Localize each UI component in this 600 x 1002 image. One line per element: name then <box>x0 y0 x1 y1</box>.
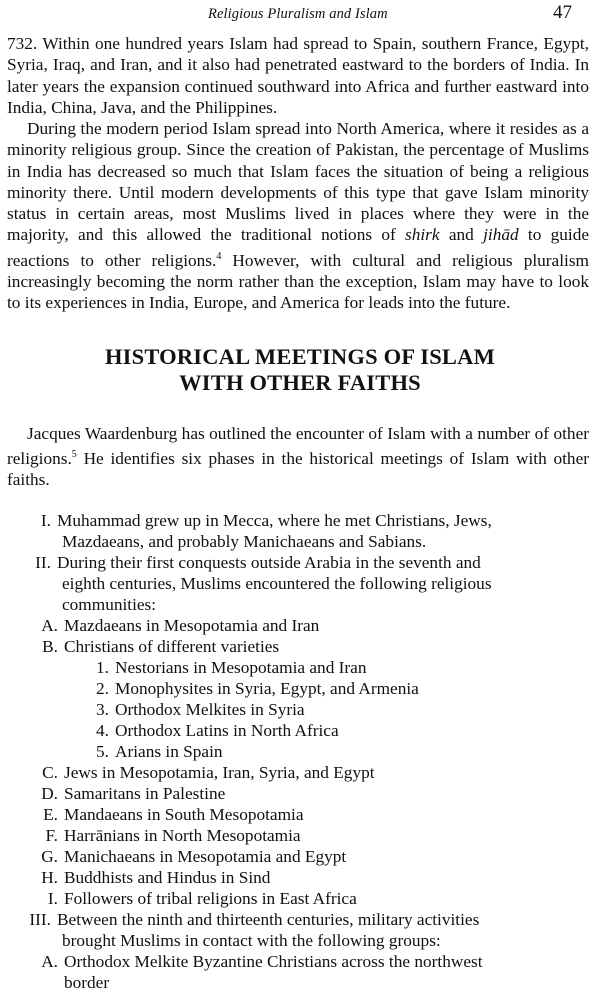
outline-item-II-cont-2: communities: <box>62 595 157 614</box>
footnote-ref-4: 4 <box>216 250 222 262</box>
outline-item-II-I: I. Followers of tribal religions in East Africa <box>47 889 357 908</box>
paragraph-1: 732. Within one hundred years Islam had spread to Spain, southern France, Egypt, Syria, Iraq, and Iran, and it also had penetrated eastward to the borders of India. In later years the expansion continued southward into Africa and further eastward into India, China, Java, and the Philippines. <box>7 34 589 117</box>
outline-item-II-B-3: 3. Orthodox Melkites in Syria <box>96 700 305 719</box>
paragraph-2 <box>7 118 589 313</box>
running-header <box>0 0 600 28</box>
outline-text: Muhammad grew up in Mecca, where he met Christians, Jews, <box>57 511 492 530</box>
term-jihad: jihād <box>483 225 519 245</box>
section-heading-line-2: WITH OTHER FAITHS <box>179 370 421 395</box>
outline-label: I. <box>40 511 51 530</box>
outline-item-II-C: C. Jews in Mesopotamia, Iran, Syria, and Egypt <box>42 763 375 782</box>
paragraph-2-text-d: However, with cultural and religious pluralism increasingly becoming the norm rather than the exception, Islam may have to look to its experiences in India, Europe, and America for leads into the future. <box>7 250 589 313</box>
outline-item-II-G: G. Manichaeans in Mesopotamia and Egypt <box>41 847 347 866</box>
footnote-ref-5: 5 <box>71 449 77 461</box>
outline-item-II-H: H. Buddhists and Hindus in Sind <box>41 868 271 887</box>
outline-label: II. <box>35 553 51 572</box>
outline-item-I <box>0 510 565 531</box>
outline-item-III <box>0 909 479 930</box>
outline-item-II-B-4: 4. Orthodox Latins in North Africa <box>96 721 339 740</box>
outline-item-III-A: A. Orthodox Melkite Byzantine Christians across the northwest <box>41 952 483 971</box>
outline-text: Between the ninth and thirteenth centuries, military activities <box>57 910 480 929</box>
paragraph-2-text-b: and <box>439 225 484 245</box>
paragraph-2-text-a: During the modern period Islam spread into North America, where it resides as a minority religious group. Since the creation of Pakistan, the percentage of Muslims in India has decreased so much that Islam faces the situation of being a religious minority there. Until modern developments of this type that gave Islam minority status in certain areas, most Muslims lived in places where they were in the majority, and this allowed the traditional notions of <box>7 119 589 245</box>
term-shirk: shirk <box>405 225 440 245</box>
outline-item-II-E: E. Mandaeans in South Mesopotamia <box>43 805 304 824</box>
outline-label: III. <box>29 910 51 929</box>
outline-item-III-cont: brought Muslims in contact with the following groups: <box>62 931 441 950</box>
outline-item-II-cont-1: eighth centuries, Muslims encountered the following religious <box>62 574 492 593</box>
running-title: Religious Pluralism and Islam <box>208 6 388 22</box>
paragraph-2-text-c: to guide reactions to other religions. <box>7 225 590 270</box>
outline-item-I-cont: Mazdaeans, and probably Manichaeans and Sabians. <box>62 532 427 551</box>
paragraph-3-text-b: He identifies six phases in the historical meetings of Islam with other faiths. <box>7 449 589 490</box>
outline-item-III-A-cont: border <box>64 973 110 992</box>
outline-item-II-B-1: 1. Nestorians in Mesopotamia and Iran <box>96 658 367 677</box>
outline-item-II-B-5: 5. Arians in Spain <box>96 742 223 761</box>
outline-item-II-F: F. Harrānians in North Mesopotamia <box>45 826 301 845</box>
outline-item-II-B: B. Christians of different varieties <box>42 637 280 656</box>
outline-item-II <box>0 552 481 573</box>
outline-item-II-D: D. Samaritans in Palestine <box>41 784 226 803</box>
page-number: 47 <box>553 2 572 23</box>
section-heading-line-1: HISTORICAL MEETINGS OF ISLAM <box>104 344 496 369</box>
outline-item-II-B-2: 2. Monophysites in Syria, Egypt, and Armenia <box>96 679 419 698</box>
outline-text: During their first conquests outside Arabia in the seventh and <box>57 553 481 572</box>
outline-item-II-A: A. Mazdaeans in Mesopotamia and Iran <box>41 616 320 635</box>
paragraph-3-text-a: Jacques Waardenburg has outlined the encounter of Islam with a number of other religions. <box>7 424 589 469</box>
paragraph-3 <box>7 423 589 491</box>
